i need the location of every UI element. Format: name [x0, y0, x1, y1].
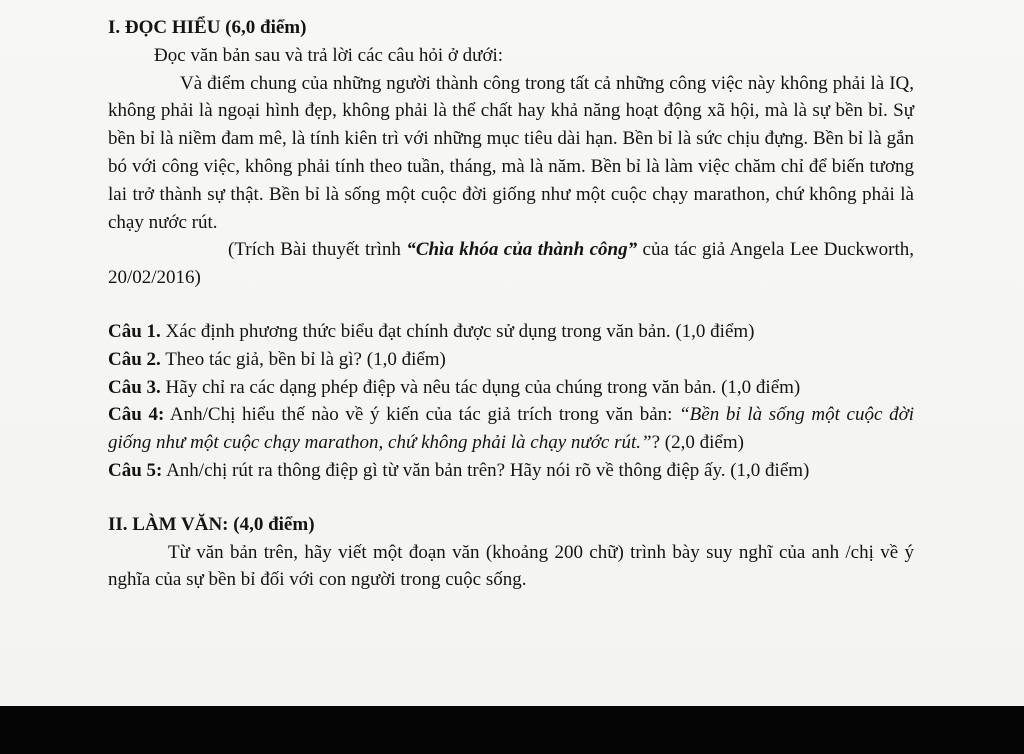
section1-heading: I. ĐỌC HIỂU (6,0 điểm) [108, 17, 307, 38]
section2-heading: II. LÀM VĂN: (4,0 điểm) [108, 513, 315, 535]
spacer [108, 485, 914, 511]
bottom-black-bar [0, 706, 1024, 754]
question-text: Hãy chỉ ra các dạng phép điệp và nêu tác dụng của chúng trong văn bản. (1,0 điểm) [160, 376, 801, 398]
question-4 [108, 401, 914, 457]
question-label: Câu 4: [108, 404, 165, 426]
question-label: Câu 1. [108, 320, 161, 342]
question-text: Anh/chị rút ra thông điệp gì từ văn bản trên? Hãy nói rõ về thông điệp ấy. (1,0 điểm) [162, 459, 810, 481]
question-text: Xác định phương thức biểu đạt chính được sử dụng trong văn bản. (1,0 điểm) [160, 320, 755, 342]
instruction-text: Đọc văn bản sau và trả lời các câu hỏi ở dưới: [154, 44, 504, 66]
question-1 [108, 318, 914, 346]
question-label: Câu 2. [108, 348, 161, 370]
question-text: Anh/Chị hiểu thế nào về ý kiến của tác giả trích trong văn bản: [164, 404, 680, 426]
question-2 [108, 346, 914, 374]
source-prefix: (Trích Bài thuyết trình [228, 239, 407, 261]
essay-prompt: Từ văn bản trên, hãy viết một đoạn văn (khoảng 200 chữ) trình bày suy nghĩ của anh /chị về ý nghĩa của sự bền bỉ đối với con người trong cuộc sống. [108, 541, 914, 591]
question-5 [108, 457, 914, 485]
question-text: Theo tác giả, bền bỉ là gì? (1,0 điểm) [160, 348, 446, 370]
source-title: “Chìa khóa của thành công” [406, 239, 638, 261]
document-content [108, 14, 914, 594]
question-3 [108, 374, 914, 402]
question-label: Câu 3. [108, 376, 161, 398]
question-quote: “Bền bỉ là sống một cuộc đời giống như một cuộc chạy marathon, chứ không phải là chạy nước rút.” [108, 404, 914, 454]
question-label: Câu 5: [108, 459, 163, 481]
question-tail: ? (2,0 điểm) [651, 432, 744, 454]
source-suffix: của tác giả Angela Lee Duckworth, 20/02/2016) [108, 239, 914, 289]
passage-text: Và điểm chung của những người thành công trong tất cả những công việc này không phải là IQ, không phải là ngoại hình đẹp, không phải là thể chất hay khả năng hoạt động xã hội, mà là sự bền bỉ. Sự bền bỉ là niềm đam mê, là tính kiên trì với những mục tiêu dài hạn. Bền bỉ là sức chịu đựng. Bền bỉ là gắn bó với công việc, không phải tính theo tuần, tháng, mà là năm. Bền bỉ là làm việc chăm chỉ để biến tương lai trở thành sự thật. Bền bỉ là sống một cuộc đời giống như một cuộc chạy marathon, chứ không phải là chạy nước rút. [108, 72, 914, 233]
spacer [108, 292, 914, 318]
source-citation [108, 236, 914, 292]
